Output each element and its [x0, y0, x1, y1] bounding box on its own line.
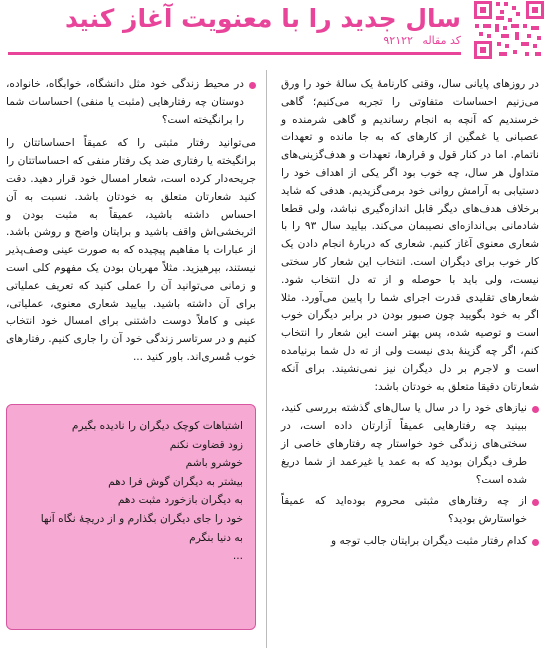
bullet-item-2: از چه رفتارهای مثبتی محروم بوده‌اید که عمیقاً خواستارش بودید؟: [281, 493, 539, 529]
bullet-item-3: کدام رفتار مثبت دیگران برایتان جالب توجه و: [281, 533, 539, 551]
bullet-item-1: نیازهای خود را در سال یا سال‌های گذشته بررسی کنید، ببینید چه رفتارهایی عمیقاً آزارتان داده است، در سختی‌های زندگی خود خواستار چه رفتارهای خاصی از طرف دیگران بودید که به عمد یا غیرعمد از شما دریغ شده است؟: [281, 400, 539, 489]
slogan-line: خود را جای دیگران بگذارم و از دریچۀ نگاه آنها: [40, 512, 243, 525]
slogan-line: خوشرو باشم: [185, 457, 243, 470]
article-code-label: کد مقاله: [422, 34, 461, 47]
left-column: [6, 76, 256, 367]
slogan-box: [6, 404, 256, 630]
bullet-item-4: در محیط زندگی خود مثل دانشگاه، خوابگاه، خانواده، دوستان چه رفتارهایی (مثبت یا منفی) احساسات شما را برانگیخته است؟: [6, 76, 256, 129]
title-underline: [8, 52, 461, 55]
body-paragraph: می‌توانید رفتار مثبتی را که عمیقاً احساساتتان را برانگیخته یا رفتاری ضد یک رفتار منفی که احساساتتان را جریحه‌دار کرده است، شعار امسال خود قرار دهید. دقت کنید شعارتان متعلق به خودتان باشد. نسبت به آن احساس داشته باشید، عمیقاً به مثبت بودن و اثربخشی‌اش واقف باشید و برایتان واضح و روشن باشد. از عبارات یا مفاهیم پیچیده که به صورت عینی وصف‌پذیر نیستند، بپرهیزید. مثلاً مهربان بودن یک مفهوم کلی است و زمانی می‌توانید آن را عملی کنید که تعریف عملیاتی برای آن داشته باشید. بیایید شعاری معنوی، عملیاتی، عینی و کاملاً دوست داشتنی برای امسال خود انتخاب کنیم و در سرتاسر زندگی خود آن را جاری کنیم. رفتارهای خوب مُسری‌اند. باور کنید ...: [6, 137, 256, 363]
article-code-value: ۹۲۱۲۲: [383, 34, 413, 47]
slogan-line: به دیگران بازخورد مثبت دهم: [117, 494, 243, 507]
slogan-line: زود قضاوت نکنم: [169, 438, 243, 451]
slogan-line: اشتباهات کوچک دیگران را نادیده بگیرم: [71, 420, 243, 432]
slogan-line: بیشتر به دیگران گوش فرا دهم: [108, 475, 243, 488]
intro-paragraph: در روزهای پایانی سال، وقتی کارنامۀ یک سالۀ خود را ورق می‌زنیم احساسات متفاوتی را تجربه می‌کنیم؛ گاهی خرسندیم که آنچه به انجام رساندیم و گاهی شرمنده و عصبانی یا غمگین از کارهای که به جا مانده و تعهدات ناتمام. اما در کنار قول و قرارها، تعهدات و هدف‌گزینی‌های متداول هر سال، چه خوب بود اگر یکی از اهداف خود را دستیابی به آرامش روانی خود برمی‌گزیدیم. هدفی که شاید برخلاف هدف‌های دیگر قابل اندازه‌گیری نباشد، ولی قطعا شادمانی بی‌اندازه‌ای نصیبمان می‌کند. بیایید سال ۹۳ را با شعاری معنوی آغاز کنیم. شعاری که دربارۀ انجام دادن یک کار خوب برای دیگران است. انتخاب این شعار کار سختی نیست، ولی باید با حوصله و از ته دل انتخاب شود. شعارهای تقلیدی قدرت اجرای شما را پایین می‌آورد. مثلا اگر به خود بگویید چون صبور بودن در برابر دیگران خوب است و توصیه شده، پس بهتر است این شعار را انتخاب کنم، اگر چه گزینۀ بدی نیست ولی از ته دل شما برنیامده است و لاجرم بر دل دیگران نیز نمی‌نشیند. برای آنکه شعارتان دقیقا متعلق به خودتان باشد:: [281, 78, 539, 393]
article-code: [383, 34, 461, 47]
column-divider: [266, 70, 267, 648]
slogan-line: ...: [232, 550, 243, 563]
right-column: [281, 76, 539, 551]
qr-code-icon: [473, 0, 545, 60]
article-title: سال جدید را با معنویت آغاز کنید: [64, 4, 461, 33]
slogan-line: به دنیا بنگرم: [189, 531, 243, 544]
